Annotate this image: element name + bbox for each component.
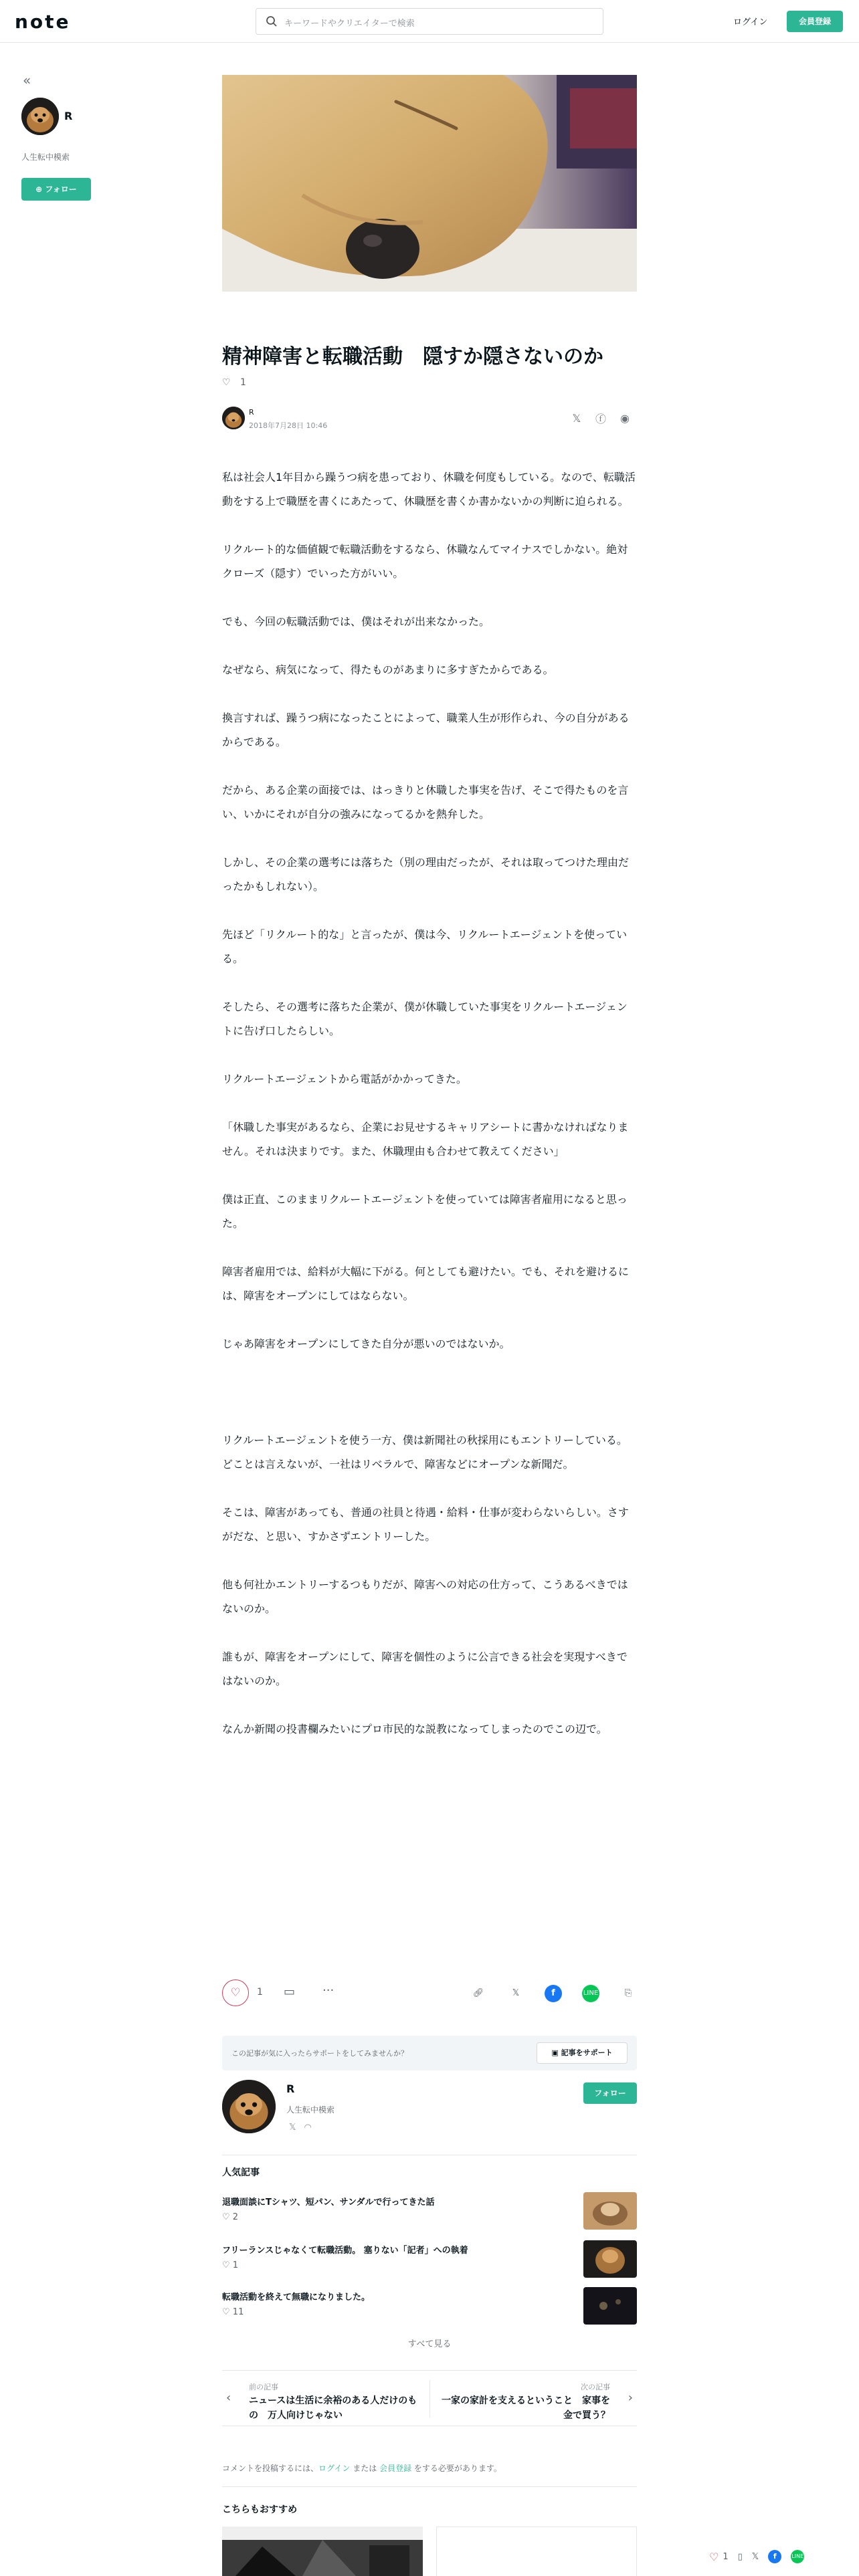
paragraph: 先ほど「リクルート的な」と言ったが、僕は今、リクルートエージェントを使っている。 [222, 928, 628, 965]
follow-label: フォロー [45, 185, 77, 194]
recommend-thumbnail [222, 2527, 423, 2576]
dog-avatar-icon [222, 2080, 276, 2133]
next-article-link[interactable]: 一家の家計を支えるということ 家事を金で買う？ [442, 2395, 610, 2421]
heart-icon: ♡ [230, 1986, 241, 2000]
recommend-heading: こちらもおすすめ [222, 2504, 298, 2515]
see-all-link[interactable]: すべて見る [407, 2339, 452, 2349]
action-bar [222, 1978, 637, 2009]
popular-title[interactable]: 退職面談にTシャツ、短パン、サンダルで行ってきた話 [222, 2197, 435, 2208]
author-card [222, 2080, 637, 2147]
add-user-icon: ⊕ [35, 185, 45, 194]
paragraph: 僕は正直、このままリクルートエージェントを使っていては障害者雇用になると思った。 [222, 1193, 628, 1230]
x-icon[interactable]: 𝕏 [289, 2123, 304, 2133]
recommend-card[interactable] [436, 2527, 637, 2576]
note-logo[interactable]: note [15, 11, 71, 33]
facebook-share-icon[interactable]: f [768, 2550, 781, 2563]
popular-thumbnail[interactable] [583, 2192, 637, 2230]
floating-action-bar [709, 2547, 850, 2567]
popular-thumbnail[interactable] [583, 2240, 637, 2278]
list-item[interactable] [222, 2240, 637, 2280]
share-buttons [470, 1985, 637, 2002]
paragraph: 換言すれば、躁うつ病になったことによって、職業人生が形作られ、今の自分があるからである。 [222, 712, 630, 748]
support-button[interactable] [537, 2042, 628, 2064]
collapse-sidebar-icon[interactable]: « [23, 72, 31, 88]
line-share-icon[interactable]: LINE [582, 1985, 599, 2002]
paragraph: 「休職した事実があるなら、企業にお見せするキャリアシートに書かなければなりません。それは決まりです。また、休職理由も合わせて教えてください」 [222, 1121, 629, 1158]
article-nav [222, 2370, 637, 2426]
popular-likes [222, 2212, 238, 2222]
paragraph: リクルートエージェントから電話がかかってきた。 [222, 1073, 467, 1085]
x-share-icon[interactable]: 𝕏 [751, 2551, 759, 2562]
chevron-left-icon[interactable]: ‹ [226, 2391, 231, 2405]
comment-notice [222, 2462, 502, 2474]
recommend-card[interactable] [222, 2527, 423, 2576]
like-summary[interactable] [222, 377, 246, 388]
comment-text: コメントを投稿するには、 [222, 2464, 319, 2473]
chevron-right-icon[interactable]: › [628, 2391, 633, 2405]
heart-icon: ♡ [222, 377, 231, 388]
line-share-icon[interactable]: ◉ [620, 411, 630, 425]
x-share-icon[interactable]: 𝕏 [512, 1988, 520, 1998]
signup-link[interactable]: 会員登録 [379, 2464, 412, 2473]
comment-icon[interactable]: ▭ [284, 1985, 296, 1999]
paragraph: 誰もが、障害をオープンにして、障害を個性のように公言できる社会を実現すべきではないのか。 [222, 1650, 628, 1687]
link-copy-icon[interactable]: 🔗︎ [472, 1988, 484, 1998]
paragraph: しかし、その企業の選考には落ちた（別の理由だったが、それは取ってつけた理由だったかもしれない）。 [222, 856, 630, 893]
prev-article-link[interactable]: ニュースは生活に余裕のある人だけのもの 万人向けじゃない [249, 2395, 417, 2421]
login-link[interactable]: ログイン [318, 2464, 351, 2473]
paragraph: でも、今回の転職活動では、僕はそれが出来なかった。 [222, 615, 490, 628]
popular-likes [222, 2307, 244, 2317]
more-options-icon[interactable]: ··· [322, 1983, 335, 1998]
line-share-icon[interactable]: LINE [791, 2550, 804, 2563]
comment-text: または [350, 2464, 380, 2473]
paragraph: じゃあ障害をオープンにしてきた自分が悪いのではないか。 [222, 1337, 510, 1350]
author-bio: 人生転中模索 [286, 2105, 335, 2115]
follow-button[interactable] [21, 178, 91, 201]
rss-icon[interactable]: ◠ [304, 2123, 320, 2133]
gift-icon: ▣ [551, 2048, 561, 2057]
paragraph: 私は社会人1年目から躁うつ病を患っており、休職を何度もしている。なので、転職活動をする上で職歴を書くにあたって、休職歴を書くか書かないかの判断に迫られる。 [222, 471, 636, 508]
heart-icon: ♡ [222, 2260, 233, 2270]
popular-title[interactable]: フリーランスじゃなくて転職活動。 塞りない「記者」への執着 [222, 2246, 468, 2256]
popular-thumbnail[interactable] [583, 2287, 637, 2325]
blank-space [222, 1380, 637, 1428]
avatar[interactable] [222, 407, 245, 429]
site-header [0, 0, 859, 43]
support-text: この記事が気に入ったらサポートをしてみませんか？ [231, 2049, 408, 2058]
search-input[interactable]: キーワードやクリエイターで検索 [284, 19, 415, 29]
magazine-icon[interactable]: ▯ [737, 2551, 743, 2562]
like-count: 2 [232, 2212, 239, 2222]
paragraph: リクルート的な価値観で転職活動をするなら、休職なんてマイナスでしかない。絶対クローズ（隠す）でいった方がいい。 [222, 543, 628, 580]
paragraph: 他も何社かエントリーするつもりだが、障害への対応の仕方って、こうあるべきではないのか。 [222, 1578, 628, 1615]
publish-date: 2018年7月28日 10:46 [249, 421, 328, 430]
paragraph: そこは、障害があっても、普通の社員と待遇・給料・仕事が変わらないらしい。さすがだな、と思い、すかさずエントリーした。 [222, 1506, 629, 1543]
support-button-label: 記事をサポート [561, 2048, 613, 2057]
like-count: 1 [723, 2551, 729, 2562]
comment-text: をする必要があります。 [411, 2464, 502, 2473]
facebook-share-icon[interactable]: ⓕ [595, 412, 606, 425]
like-count: 11 [232, 2307, 244, 2317]
author-name[interactable]: R [64, 110, 73, 122]
thumbnail-image [583, 2240, 637, 2278]
paragraph: なんか新聞の投書欄みたいにプロ市民的な説教になってしまったのでこの辺で。 [222, 1723, 607, 1735]
sleeping-dog-photo [222, 75, 637, 292]
paragraph: だから、ある企業の面接では、はっきりと休職した事実を告げ、そこで得たものを言い、いかにそれが自分の強みになってるかを熱弁した。 [222, 784, 629, 821]
like-count: 1 [240, 377, 246, 388]
dog-avatar-icon [21, 98, 59, 135]
facebook-share-icon[interactable]: f [545, 1985, 562, 2002]
next-label: 次の記事 [581, 2383, 610, 2391]
paragraph: リクルートエージェントを使う一方、僕は新聞社の秋採用にもエントリーしている。どことは言えないが、一社はリベラルで、障害などにオープンな新聞だ。 [222, 1434, 628, 1471]
x-share-icon[interactable]: 𝕏 [572, 411, 581, 425]
popular-title[interactable]: 転職活動を終えて無職になりました。 [222, 2292, 371, 2302]
dog-avatar-icon [222, 407, 245, 429]
author-bio: 人生転中模索 [21, 152, 70, 162]
search-box[interactable] [256, 8, 603, 35]
like-count: 1 [232, 2260, 239, 2270]
prev-label: 前の記事 [249, 2383, 278, 2391]
popular-heading: 人気記事 [222, 2167, 260, 2178]
follow-button[interactable]: フォロー [583, 2082, 637, 2104]
article-body [222, 465, 637, 1765]
author-name[interactable]: R [249, 408, 254, 417]
paragraph: なぜなら、病気になって、得たものがあまりに多すぎたからである。 [222, 663, 554, 676]
heart-icon: ♡ [222, 2212, 233, 2222]
author-social-links [289, 2123, 320, 2133]
signup-button[interactable]: 会員登録 [787, 11, 843, 32]
heart-icon: ♡ [222, 2307, 233, 2317]
avatar[interactable] [222, 2080, 276, 2133]
embed-icon[interactable]: ⎘ [624, 1988, 632, 1998]
share-buttons-top [570, 411, 637, 425]
support-box [222, 2036, 637, 2070]
article-title: 精神障害と転職活動 隠すか隠さないのか [222, 345, 603, 368]
paragraph: 障害者雇用では、給料が大幅に下がる。何としても避けたい。でも、それを避けるには、障害をオープンにしてはならない。 [222, 1265, 630, 1302]
search-icon [266, 15, 278, 27]
thumbnail-image [583, 2287, 637, 2325]
paragraph: そしたら、その選考に落ちた企業が、僕が休職していた事実をリクルートエージェントに告げ口したらしい。 [222, 1000, 628, 1037]
login-link[interactable]: ログイン [733, 17, 768, 27]
heart-icon[interactable]: ♡ [709, 2550, 719, 2563]
like-button[interactable] [222, 1979, 249, 2006]
list-item[interactable] [222, 2287, 637, 2327]
like-count: 1 [257, 1987, 263, 1998]
list-item[interactable] [222, 2192, 637, 2232]
author-name[interactable]: R [286, 2082, 295, 2095]
avatar[interactable] [21, 98, 59, 135]
hero-image [222, 75, 637, 292]
divider [222, 2486, 637, 2487]
popular-likes [222, 2260, 238, 2270]
thumbnail-image [583, 2192, 637, 2230]
